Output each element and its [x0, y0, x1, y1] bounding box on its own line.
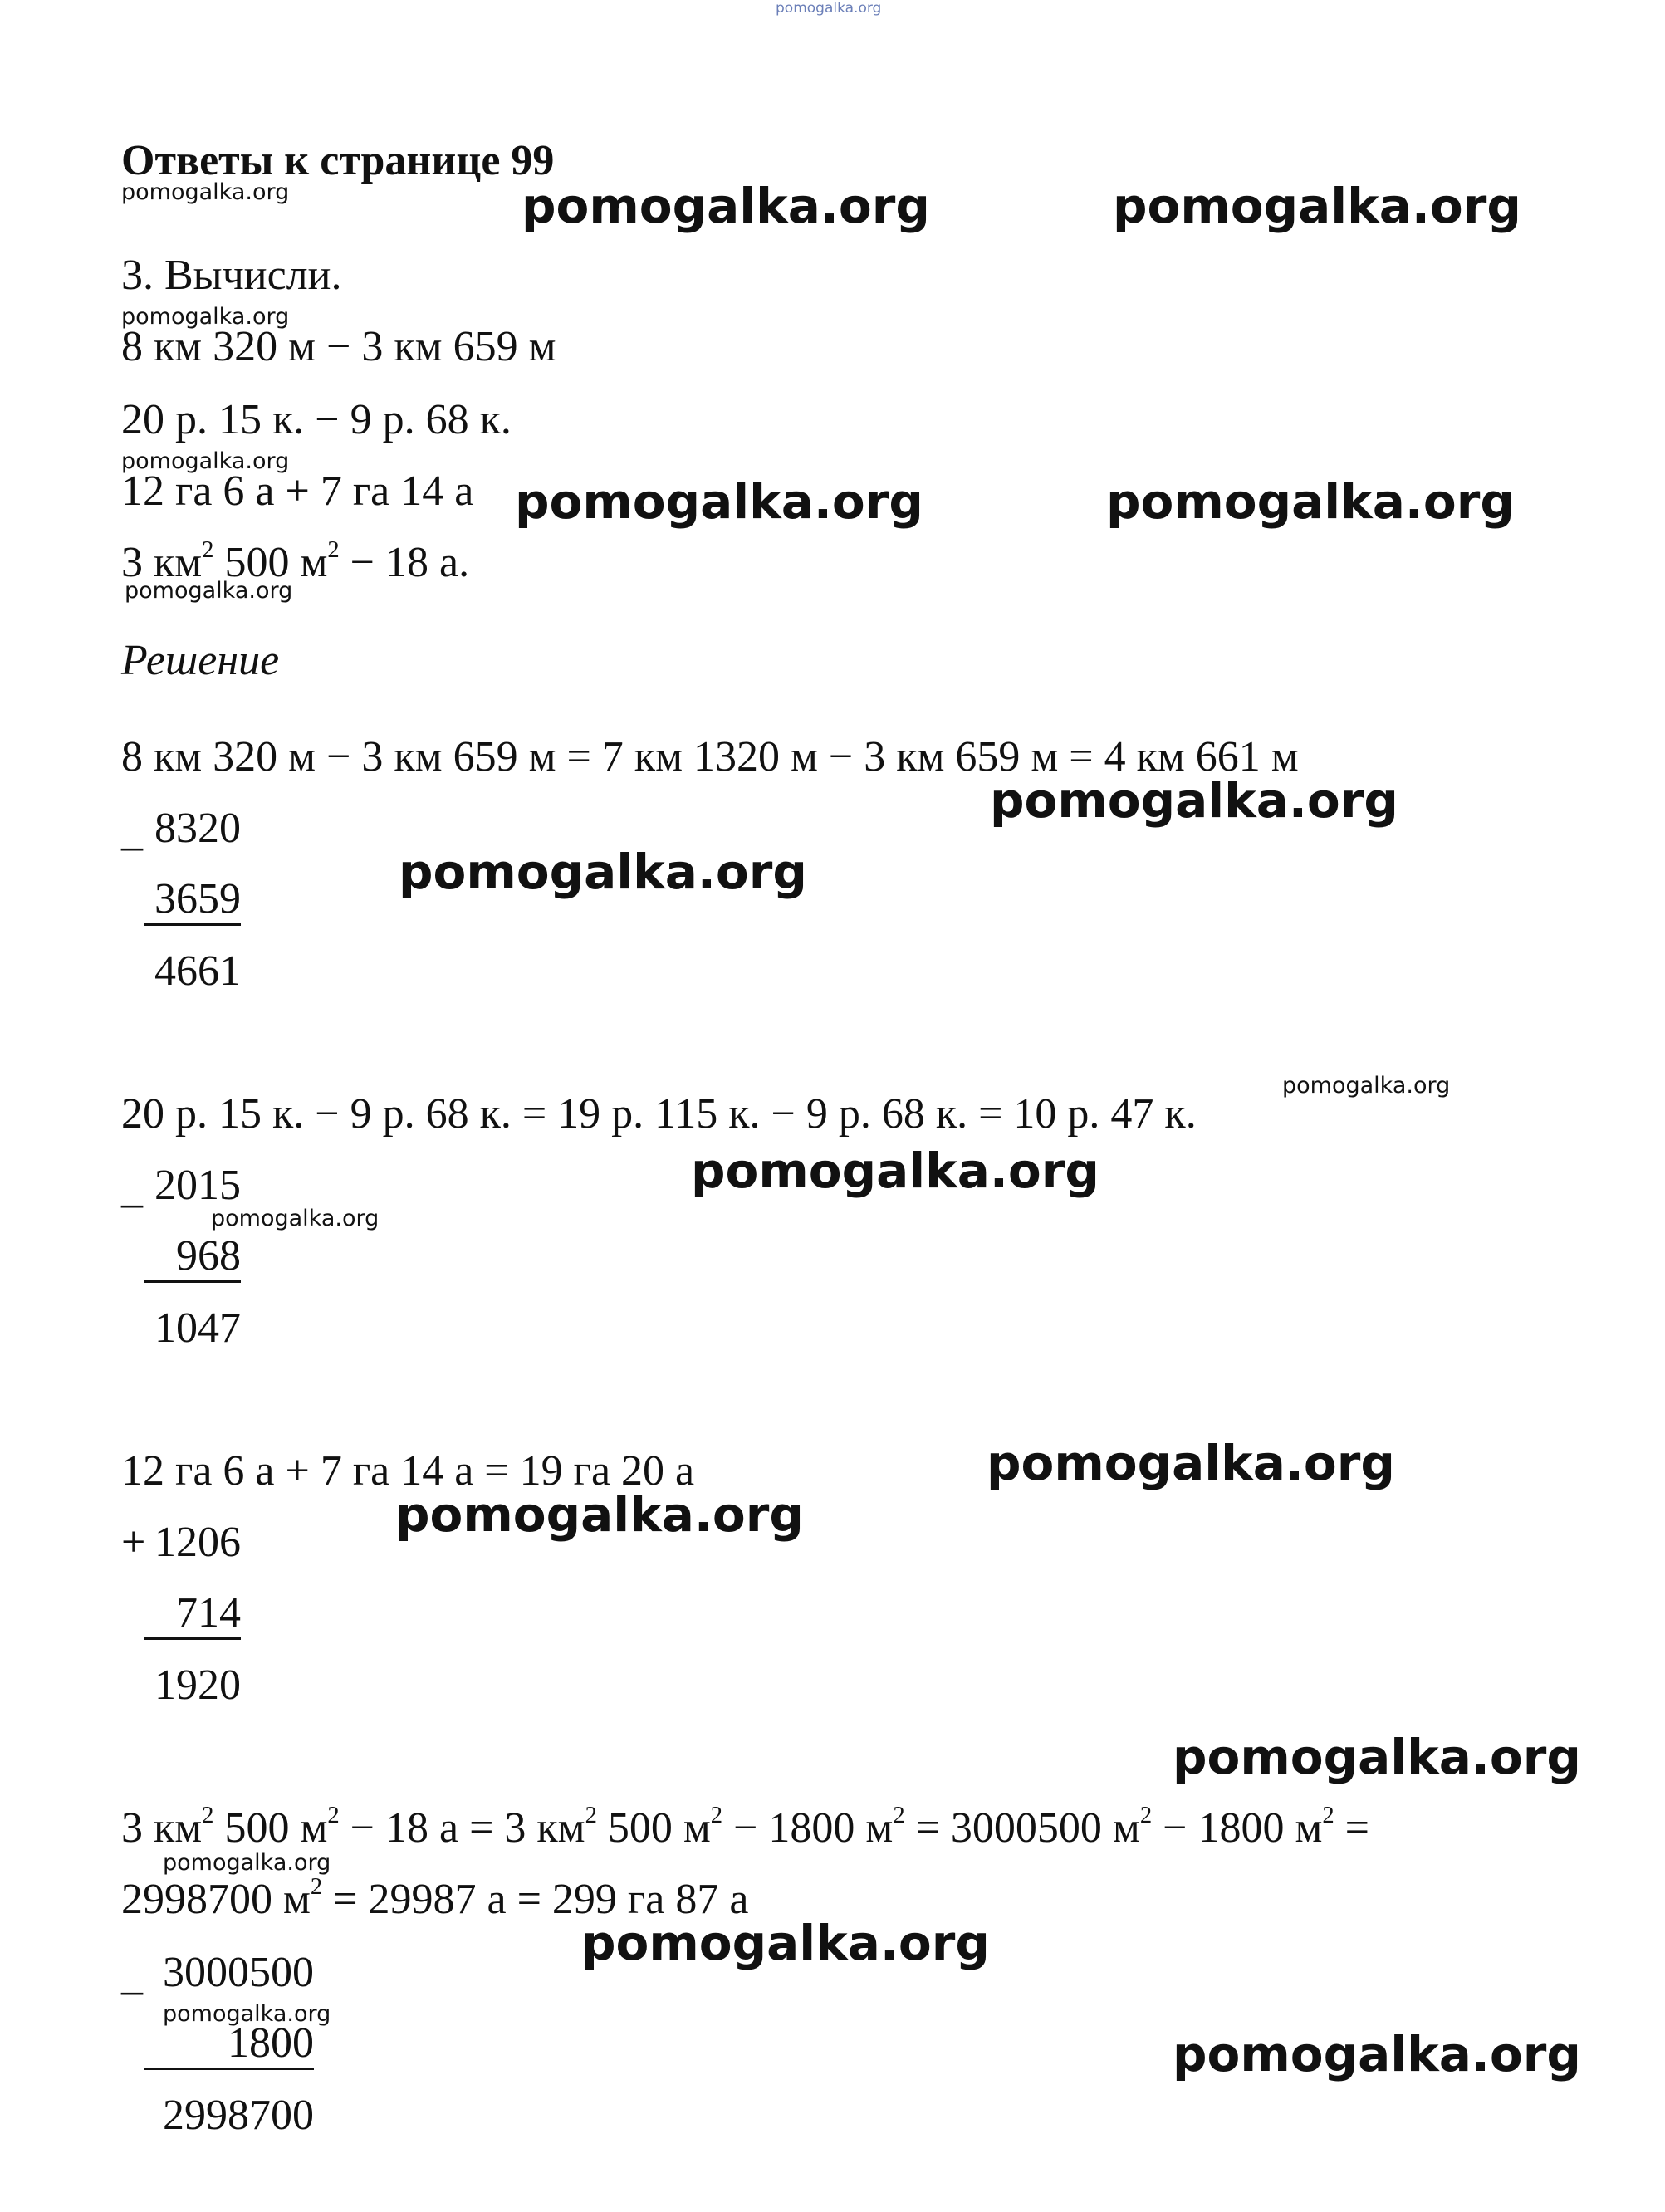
- solution-1-sign: _: [121, 808, 143, 855]
- watermark-big: pomogalka.org: [395, 1486, 804, 1543]
- watermark-big: pomogalka.org: [990, 772, 1398, 829]
- watermark-big: pomogalka.org: [1173, 1729, 1581, 1785]
- solution-4-equation-line-1: 3 $км^2$ 500 $м^2 - 18$ а = 3 $км^2$ 500 $м^2 - 1800$ $м^2 = 3000500$ $м^2 - 1800$ $м^2$ =: [121, 1803, 1369, 1852]
- watermark-big: pomogalka.org: [399, 844, 807, 900]
- watermark-small: pomogalka.org: [1282, 1073, 1451, 1099]
- solution-2-top: 2015: [154, 1162, 241, 1209]
- watermark-big: pomogalka.org: [691, 1143, 1099, 1199]
- task-line-4: 3 $км^2$ 500 $м^2 - 18$ а.: [121, 537, 470, 586]
- watermark-big: pomogalka.org: [515, 473, 923, 530]
- watermark-small: pomogalka.org: [211, 1206, 380, 1231]
- watermark-small: pomogalka.org: [163, 2001, 331, 2027]
- watermark-small: pomogalka.org: [163, 1850, 331, 1876]
- solution-3-bottom: 714: [144, 1589, 241, 1640]
- watermark-small: pomogalka.org: [125, 578, 293, 604]
- task-line-1: 8 км 320 м − 3 км 659 м: [121, 323, 556, 370]
- watermark-big: pomogalka.org: [987, 1435, 1395, 1491]
- task-line-3: 12 га 6 а + 7 га 14 а: [121, 467, 474, 515]
- solution-3-equation: 12 га 6 а + 7 га 14 а = 19 га 20 а: [121, 1447, 695, 1495]
- solution-4-sign: _: [121, 1952, 143, 1999]
- solution-3-result: 1920: [154, 1661, 241, 1709]
- watermark-big: pomogalka.org: [1106, 473, 1515, 530]
- solution-1-top: 8320: [154, 805, 241, 852]
- solution-1-result: 4661: [154, 947, 241, 995]
- watermark-small: pomogalka.org: [121, 448, 290, 474]
- watermark-big: pomogalka.org: [522, 178, 930, 234]
- solution-3-top: 1206: [154, 1519, 241, 1566]
- watermark-big: pomogalka.org: [1113, 178, 1521, 234]
- solution-1-bottom: 3659: [144, 875, 241, 926]
- solution-4-top: 3000500: [163, 1949, 314, 1996]
- solution-2-sign: _: [121, 1165, 143, 1212]
- page-title: Ответы к странице 99: [121, 137, 555, 184]
- solution-4-result: 2998700: [163, 2092, 314, 2139]
- solution-2-result: 1047: [154, 1304, 241, 1352]
- task-label: 3. Вычисли.: [121, 252, 342, 299]
- task-line-2: 20 р. 15 к. − 9 р. 68 к.: [121, 396, 512, 443]
- solution-2-bottom: 968: [144, 1232, 241, 1283]
- solution-1-equation: 8 км 320 м − 3 км 659 м = 7 км 1320 м − 3 км 659 м = 4 км 661 м: [121, 733, 1299, 781]
- solution-4-bottom: 1800: [144, 2019, 314, 2070]
- watermark-small: pomogalka.org: [121, 304, 290, 330]
- solution-3-sign: +: [121, 1519, 146, 1566]
- solution-2-equation: 20 р. 15 к. − 9 р. 68 к. = 19 р. 115 к. − 9 р. 68 к. = 10 р. 47 к.: [121, 1090, 1197, 1138]
- solution-heading: Решение: [121, 637, 280, 684]
- solution-4-equation-line-2: 2998700 $м^2 = 29987$ а = 299 га 87 а: [121, 1874, 749, 1923]
- watermark-big: pomogalka.org: [1173, 2026, 1581, 2082]
- watermark-big: pomogalka.org: [581, 1915, 990, 1971]
- watermark-top: pomogalka.org: [776, 0, 882, 17]
- watermark-small: pomogalka.org: [121, 179, 290, 205]
